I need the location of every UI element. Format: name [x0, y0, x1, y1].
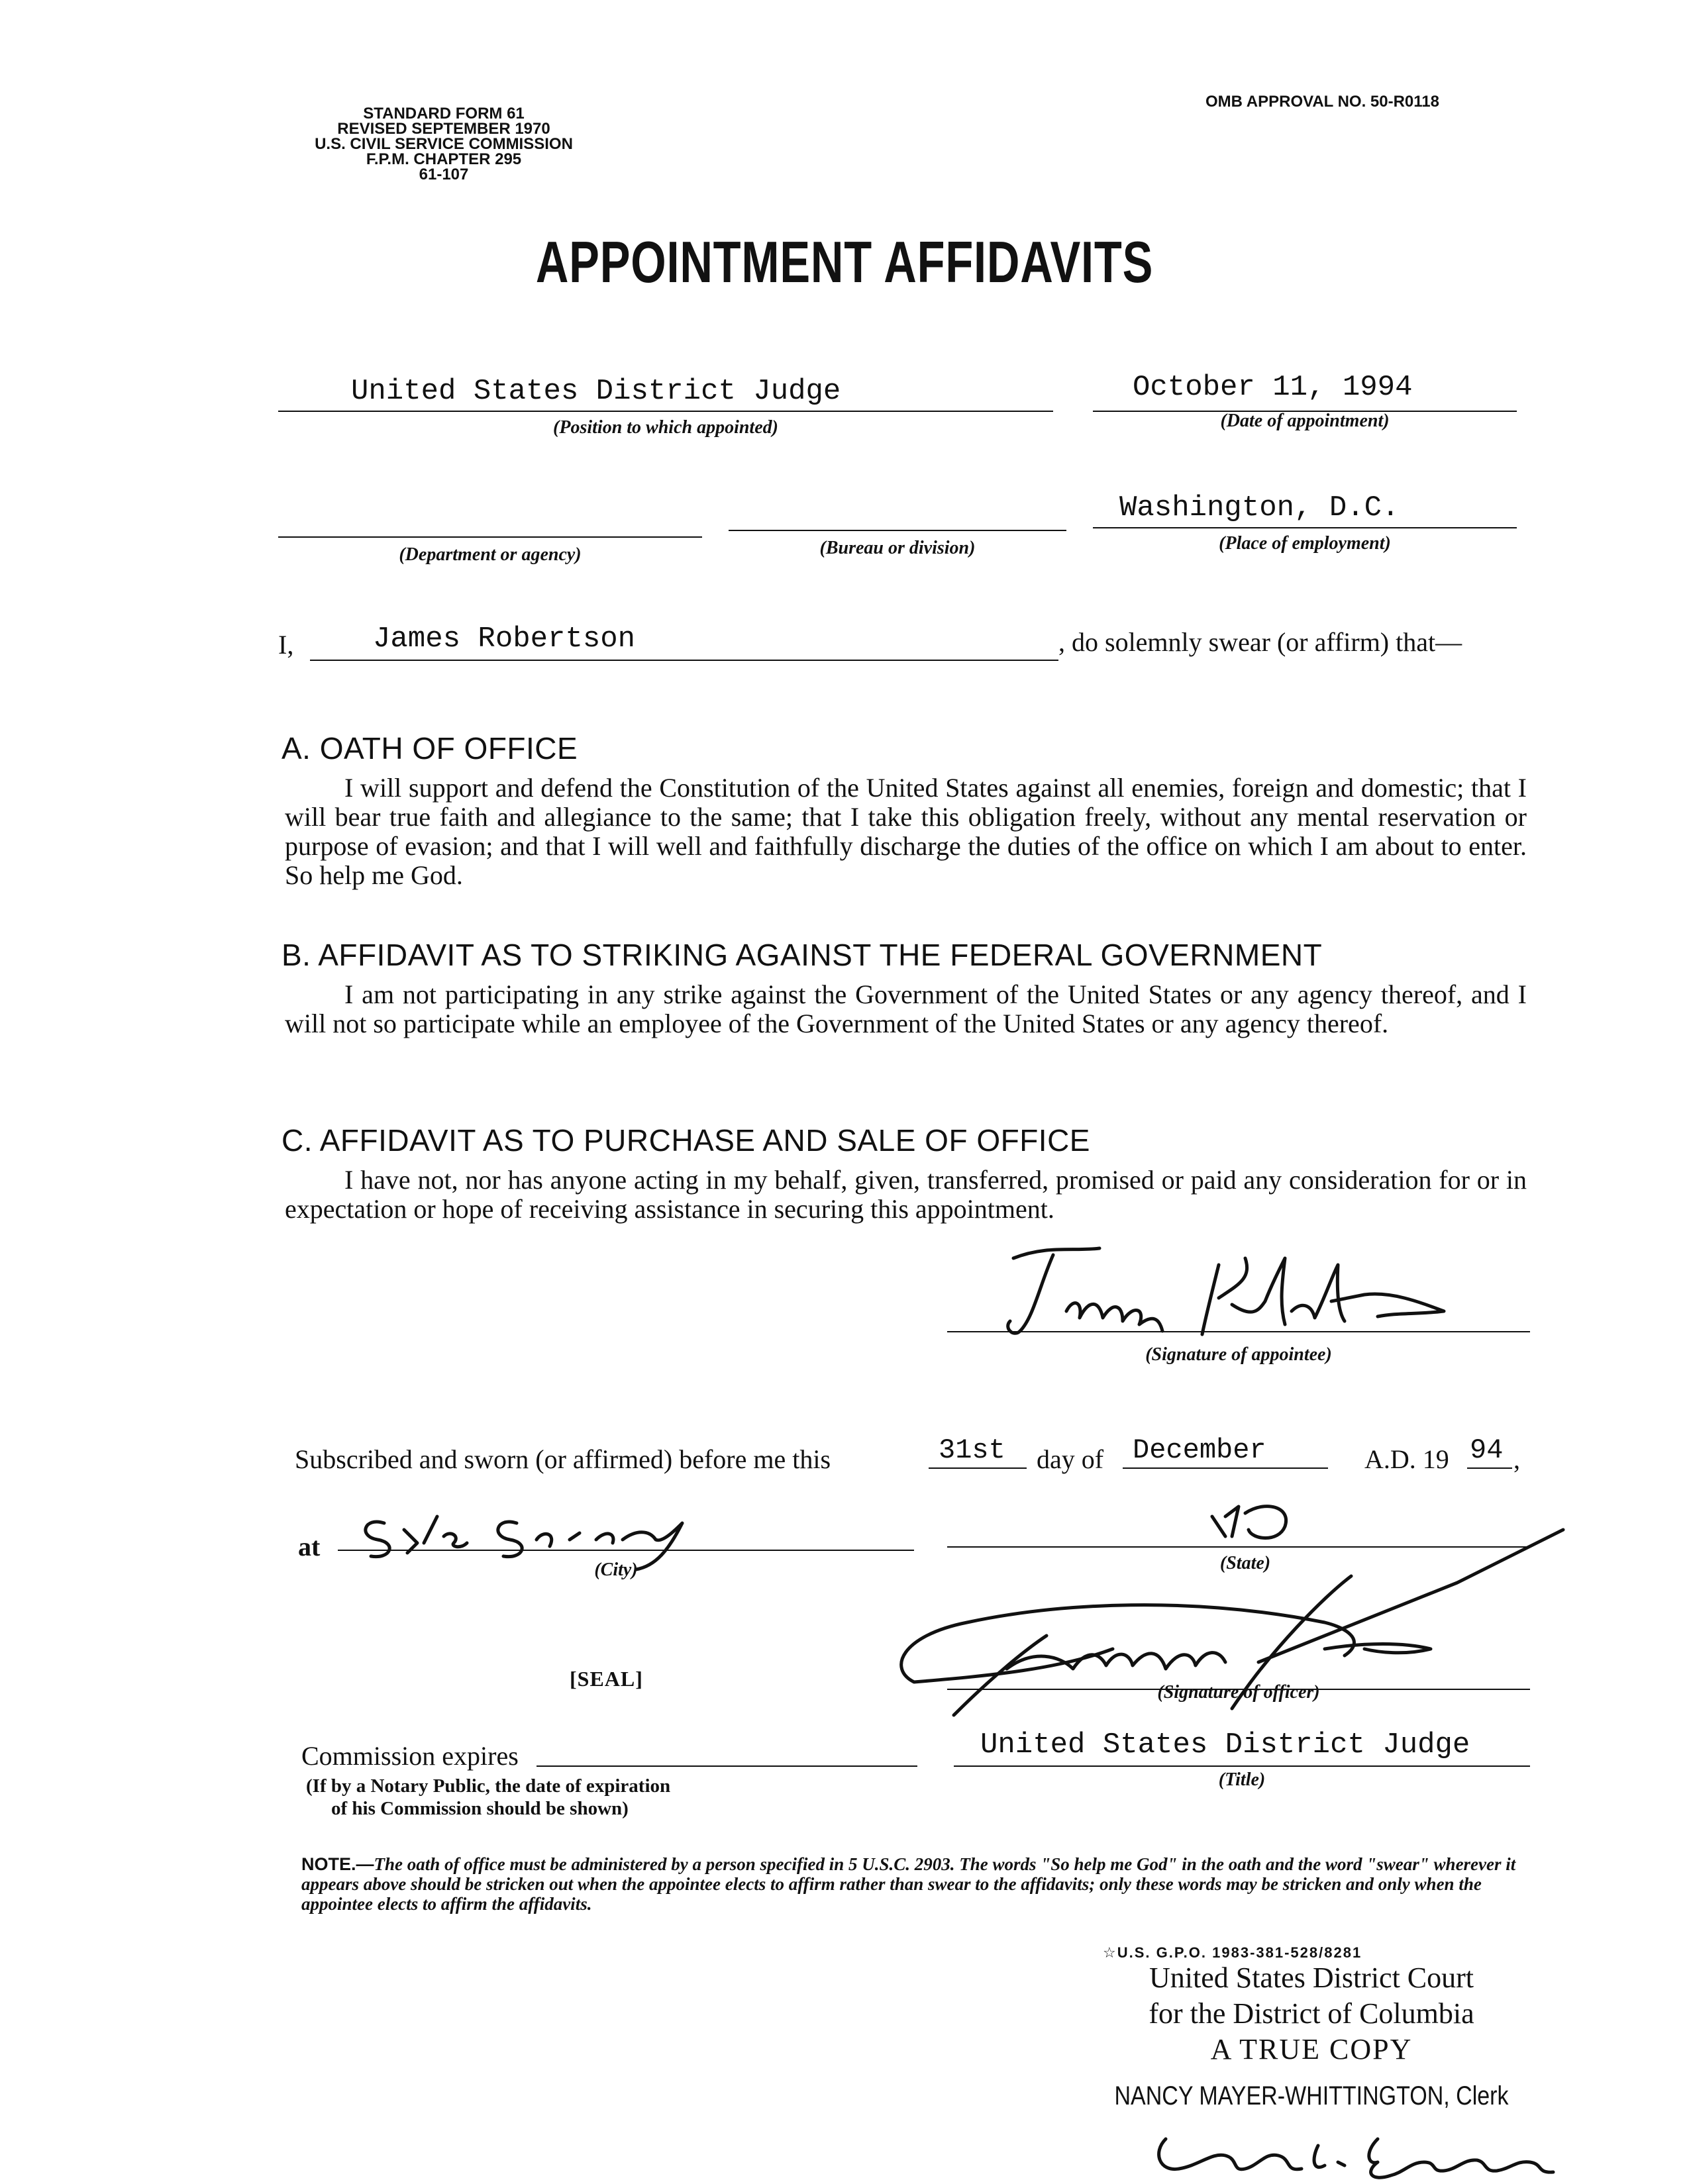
- sworn-day-field[interactable]: [929, 1436, 1027, 1469]
- sworn-month-field[interactable]: [1123, 1436, 1328, 1469]
- note-label: NOTE.—: [301, 1854, 374, 1874]
- true-copy-stamp: [1033, 1960, 1590, 2114]
- section-c-heading: C. AFFIDAVIT AS TO PURCHASE AND SALE OF OFFICE: [282, 1123, 1090, 1158]
- position-caption: (Position to which appointed): [553, 417, 778, 438]
- sworn-prefix: Subscribed and sworn (or affirmed) before me this: [295, 1444, 831, 1474]
- form-number: STANDARD FORM 61: [363, 105, 525, 123]
- state-caption: (State): [1219, 1553, 1271, 1573]
- bureau-caption: (Bureau or division): [819, 538, 976, 558]
- commission-note-line-1: (If by a Notary Public, the date of expiration: [306, 1775, 671, 1797]
- date-field[interactable]: [1093, 371, 1517, 412]
- position-value: United States District Judge: [351, 375, 841, 408]
- title-field[interactable]: [954, 1727, 1530, 1767]
- note-text: The oath of office must be administered by a person specified in 5 U.S.C. 2903. The words "So help me God" in the oath and the word "swear" wherever it appears above should be stricken out when the appointee elects to affirm rather than swear to the affidavits; only these words may be stricken and only when the appointee elects to affirm the affidavits.: [301, 1854, 1516, 1914]
- section-b-body: I am not participating in any strike against the Government of the United States or any agency thereof, and I will not so participate while an employee of the Government of the United States or any agency thereof.: [285, 979, 1527, 1038]
- commission-label: Commission expires: [301, 1741, 519, 1771]
- city-caption: (City): [594, 1560, 638, 1580]
- stamp-court: United States District Court: [1149, 1961, 1474, 1994]
- name-value: James Robertson: [373, 622, 636, 656]
- form-agency: U.S. CIVIL SERVICE COMMISSION: [315, 135, 573, 153]
- gpo-line: ☆U.S. G.P.O. 1983-381-528/8281: [1103, 1944, 1362, 1961]
- section-b-text: [285, 980, 1527, 1038]
- commission-note-line-2: of his Commission should be shown): [331, 1798, 629, 1819]
- position-field[interactable]: [278, 371, 1053, 412]
- sworn-year-field[interactable]: [1467, 1436, 1512, 1469]
- section-c-body: I have not, nor has anyone acting in my behalf, given, transferred, promised or paid any consideration for or in expectation or hope of receiving assistance in securing this appointment.: [285, 1165, 1527, 1224]
- place-value: Washington, D.C.: [1119, 491, 1400, 524]
- officer-signature-caption: (Signature of officer): [1157, 1682, 1320, 1703]
- date-caption: (Date of appointment): [1220, 411, 1390, 431]
- stamp-clerk: NANCY MAYER-WHITTINGTON, Clerk: [1114, 2081, 1509, 2110]
- form-code: 61-107: [419, 166, 469, 183]
- oath-suffix: , do solemnly swear (or affirm) that—: [1058, 627, 1462, 657]
- sworn-comma: ,: [1513, 1444, 1520, 1474]
- at-label: at: [298, 1532, 321, 1562]
- oath-prefix: I,: [278, 630, 294, 660]
- title-caption: (Title): [1218, 1769, 1266, 1790]
- stamp-true-copy: A TRUE COPY: [1210, 2033, 1413, 2065]
- commission-field[interactable]: [537, 1735, 917, 1767]
- appointee-signature-caption: (Signature of appointee): [1145, 1344, 1332, 1365]
- form-revision: REVISED SEPTEMBER 1970: [337, 120, 550, 138]
- title-value: United States District Judge: [980, 1728, 1470, 1762]
- commission-note: [306, 1775, 670, 1820]
- section-b-heading: B. AFFIDAVIT AS TO STRIKING AGAINST THE FEDERAL GOVERNMENT: [282, 938, 1323, 972]
- note-block: [301, 1854, 1533, 1914]
- section-c-text: [285, 1166, 1527, 1224]
- name-field[interactable]: [310, 622, 1058, 661]
- seal-label: [SEAL]: [570, 1667, 643, 1691]
- stamp-district: for the District of Columbia: [1149, 1997, 1474, 2030]
- sworn-month-value: December: [1133, 1434, 1266, 1466]
- form-identifier: [258, 106, 629, 182]
- section-a-heading: A. OATH OF OFFICE: [282, 731, 578, 766]
- place-caption: (Place of employment): [1219, 533, 1391, 554]
- bureau-field[interactable]: [729, 497, 1066, 531]
- sworn-year-value: 94: [1470, 1434, 1504, 1466]
- form-chapter: F.P.M. CHAPTER 295: [366, 150, 522, 168]
- deputy-clerk-signature: [1139, 2126, 1603, 2184]
- sworn-day-of: day of: [1037, 1444, 1104, 1474]
- section-a-text: [285, 773, 1527, 890]
- sworn-ad: A.D. 19: [1364, 1444, 1449, 1474]
- appointee-signature-line[interactable]: [947, 1298, 1530, 1332]
- sworn-day-value: 31st: [939, 1434, 1005, 1466]
- date-value: October 11, 1994: [1133, 371, 1413, 404]
- omb-approval: OMB APPROVAL NO. 50-R0118: [1205, 93, 1439, 111]
- page-title: APPOINTMENT AFFIDAVITS: [535, 229, 1154, 295]
- department-caption: (Department or agency): [399, 544, 582, 565]
- department-field[interactable]: [278, 503, 702, 538]
- place-field[interactable]: [1093, 490, 1517, 528]
- section-a-body: I will support and defend the Constitution of the United States against all enemies, foreign and domestic; that I will bear true faith and allegiance to the same; that I take this obligation freely, without any mental reservation or purpose of evasion; and that I will well and faithfully discharge the duties of the office on which I am about to enter. So help me God.: [285, 773, 1527, 890]
